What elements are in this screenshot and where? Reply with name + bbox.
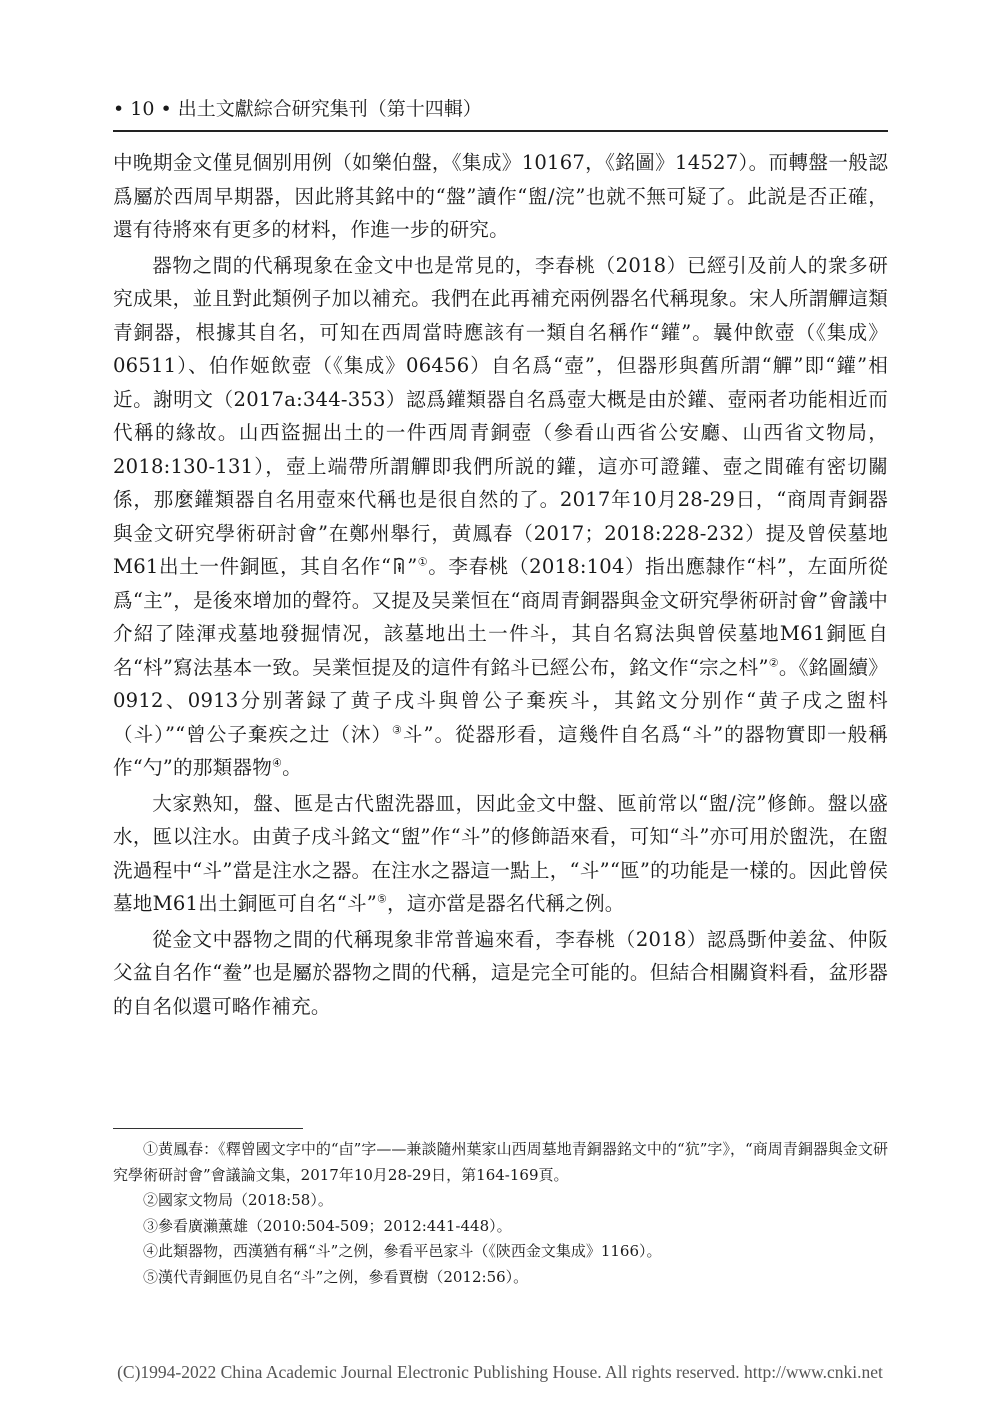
paragraph-4: 從金文中器物之間的代稱現象非常普遍來看，李春桃（2018）認爲斲仲姜盆、仲阪父盆自名作“鲞”也是屬於器物之間的代稱，這是完全可能的。但結合相關資料看，盆形器的自名似還可略作補充。: [113, 927, 888, 1018]
copyright-text: (C)1994-2022 China Academic Journal Electronic Publishing House. All rights reserved. http://www.cnki.net: [117, 1362, 883, 1382]
footnote-1: ①黄鳳春：《釋曾國文字中的“卣”字——兼談隨州葉家山西周墓地青銅器銘文中的“犺”字》，“商周青銅器與金文研究學術研討會”會議論文集，2017年10月28-29日，第164-169頁。: [113, 1140, 888, 1184]
footnote-5: ⑤漢代青銅匜仍見自名“斗”之例，參看賈樹（2012:56）。: [143, 1267, 529, 1286]
footnote-4: ④此類器物，西漢猶有稱“斗”之例，參看平邑家斗（《陝西金文集成》1166）。: [143, 1242, 662, 1260]
footnote-ref-4[interactable]: ④: [272, 756, 283, 770]
paragraph-2: 器物之間的代稱現象在金文中也是常見的，李春桃（2018）已經引及前人的衆多研究成果，並且對此類例子加以補充。我們在此再補充兩例器名代稱現象。宋人所謂觶這類青銅器，根據其自名，可知在西周當時應該有一類自名稱作“鑵”。曩仲飲壺（《集成》06511）、伯作姬飲壺（《集成》06456）自名爲“壺”，但器形與舊所謂“觶”即“鑵”相近。謝明文（2017a:344-353）認爲鑵類器自名爲壺大概是由於鑵、壺兩者功能相近而代稱的緣故。山西盜掘出土的一件西周青銅壺（參看山西省公安廳、山西省文物局，2018:130-131），壺上端帶所謂觶即我們所説的鑵，這亦可證鑵、壺之間確有密切關係，那麼鑵類器自名用壺來代稱也是很自然的了。2017年10月28-29日，“商周青銅器與金文研究學術研討會”在鄭州舉行，黄鳳春（2017；2018:228-232）提及曾侯墓地M61出土一件銅匜，其自名作“ ”①。李春桃（2018:104）指出應隸作“枓”，左面所從爲“主”，是後來增加的聲符。又提及吴業恒在“商周青銅器與金文研究學術研討會”會議中介紹了陸渾戎墓地發掘情况，該墓地出土一件斗，其自名寫法與曾侯墓地M61銅匜自名“枓”寫法基本一致。吴業恒提及的這件有銘斗已經公布，銘文作“宗之枓”②。《銘圖續》0912、0913分别著録了黄子戌斗與曾公子棄疾斗，其銘文分别作“黄子戌之盥枓（斗）”“曾公子棄疾之辻（沐）③斗”。從器形看，這幾件自名爲“斗”的器物實即一般稱作“勺”的那類器物④。: [113, 253, 889, 779]
paragraph-2-part-3: 。《銘圖續》0912、0913分别著録了黄子戌斗與曾公子棄疾斗，其銘文分别作“黄子戌之盥枓（斗）”“曾公子棄疾之辻（沐）: [113, 655, 889, 746]
inscription-glyph-icon: [392, 555, 406, 577]
copyright-footer: [0, 1362, 1000, 1383]
footnote-ref-2[interactable]: ②: [768, 655, 779, 669]
footnote-2: ②國家文物局（2018:58）。: [143, 1191, 333, 1209]
header-rule: [113, 130, 888, 132]
footnote-3: ③參看廣瀨薰雄（2010:504-509；2012:441-448）。: [143, 1216, 512, 1235]
paragraph-2-part-4: 斗”。從器形看，這幾件自名爲“斗”的器物實即一般稱作“勺”的那類器物: [113, 722, 888, 779]
paragraph-3-part-2: ，這亦當是器名代稱之例。: [387, 892, 625, 915]
main-text: [113, 146, 888, 1025]
paragraph-1: 中晚期金文僅見個别用例（如樂伯盤，《集成》10167，《銘圖》14527）。而轉盤一般認爲屬於西周早期器，因此將其銘中的“盤”讀作“盥/浣”也就不無可疑了。此説是否正確，還有待將來有更多的材料，作進一步的研究。: [113, 151, 888, 241]
footnote-rule: [113, 1128, 303, 1129]
footnote-ref-5[interactable]: ⑤: [376, 892, 388, 906]
running-header: [113, 96, 888, 122]
paragraph-3-part-1: 大家熟知，盤、匜是古代盥洗器皿，因此金文中盤、匜前常以“盥/浣”修飾。盤以盛水，匜以注水。由黄子戌斗銘文“盥”作“斗”的修飾語來看，可知“斗”亦可用於盥洗，在盥洗過程中“斗”當是注水之器。在注水之器這一點上，“斗”“匜”的功能是一樣的。因此曾侯墓地M61出土銅匜可自名“斗”: [113, 791, 888, 915]
footnote-ref-1[interactable]: ①: [417, 555, 429, 569]
paragraph-2-part-5: 。: [282, 756, 302, 779]
running-title: • 10 • 出土文獻綜合研究集刊（第十四輯）: [113, 98, 482, 120]
footnotes: [113, 1137, 888, 1290]
footnote-ref-3[interactable]: ③: [392, 722, 403, 736]
paragraph-2-part-2: 。李春桃（2018:104）指出應隸作“枓”，左面所從爲“主”，是後來增加的聲符。又提及吴業恒在“商周青銅器與金文研究學術研討會”會議中介紹了陸渾戎墓地發掘情况，該墓地出土一件斗，其自名寫法與曾侯墓地M61銅匜自名“枓”寫法基本一致。吴業恒提及的這件有銘斗已經公布，銘文作“宗之枓”: [113, 555, 888, 679]
paragraph-2-part-1: 器物之間的代稱現象在金文中也是常見的，李春桃（2018）已經引及前人的衆多研究成果，並且對此類例子加以補充。我們在此再補充兩例器名代稱現象。宋人所謂觶這類青銅器，根據其自名，可知在西周當時應該有一類自名稱作“鑵”。曩仲飲壺（《集成》06511）、伯作姬飲壺（《集成》06456）自名爲“壺”，但器形與舊所謂“觶”即“鑵”相近。謝明文（2017a:344-353）認爲鑵類器自名爲壺大概是由於鑵、壺兩者功能相近而代稱的緣故。山西盜掘出土的一件西周青銅壺（參看山西省公安廳、山西省文物局，2018:130-131），壺上端帶所謂觶即我們所説的鑵，這亦可證鑵、壺之間確有密切關係，那麼鑵類器自名用壺來代稱也是很自然的了。2017年10月28-29日，“商周青銅器與金文研究學術研討會”在鄭州舉行，黄鳳春（2017；2018:228-232）提及曾侯墓地M61出土一件銅匜，其自名作“: [113, 253, 888, 578]
paragraph-3: [113, 787, 888, 921]
